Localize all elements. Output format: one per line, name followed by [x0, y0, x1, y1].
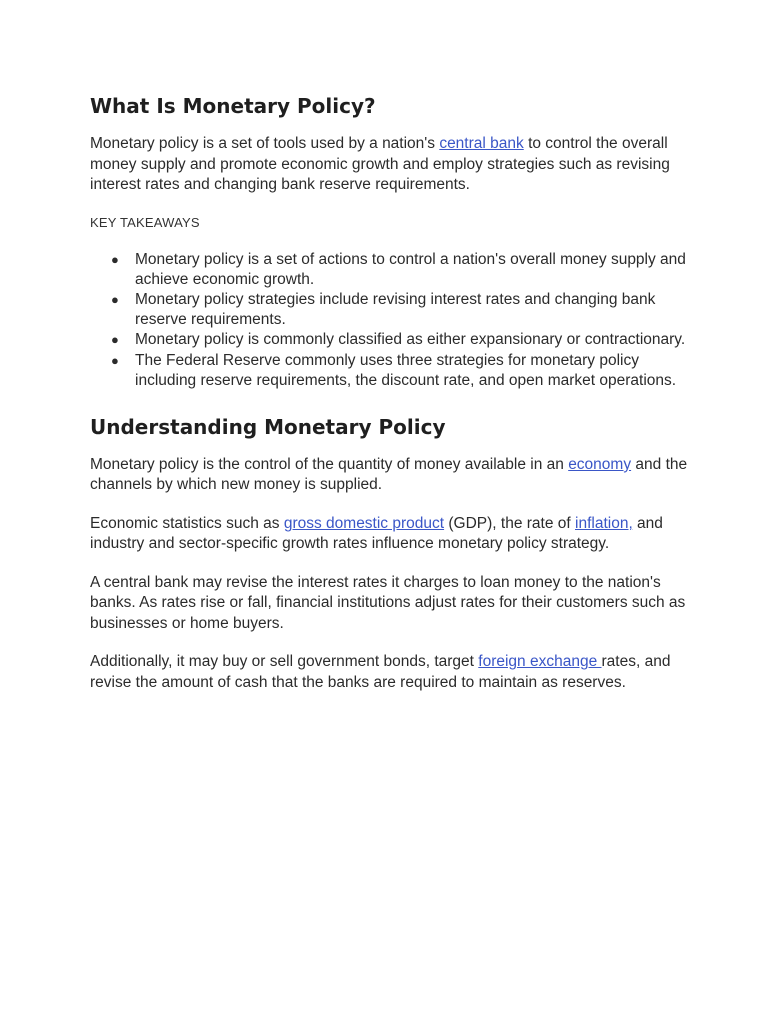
- key-takeaways-heading: KEY TAKEAWAYS: [90, 214, 200, 230]
- gdp-link[interactable]: gross domestic product: [283, 514, 445, 532]
- takeaway-item: [111, 250, 690, 290]
- paragraph-text: and the channels by which new money is supplied.: [90, 455, 688, 494]
- section-title-understanding: Understanding Monetary Policy: [90, 414, 446, 439]
- paragraph-text: Monetary policy is the control of the quantity of money available in an: [90, 455, 569, 473]
- takeaway-item: [111, 330, 690, 350]
- takeaway-text: Monetary policy is commonly classified as either expansionary or contractionary.: [135, 331, 686, 349]
- intro-text-before: Monetary policy is a set of tools used by a nation's: [90, 135, 440, 152]
- paragraph-text: Economic statistics such as: [90, 514, 284, 532]
- paragraph-economy: [90, 455, 690, 496]
- economy-link[interactable]: economy: [568, 455, 632, 473]
- paragraph-text: rates, and revise the amount of cash that the banks are required to maintain as reserves.: [90, 653, 671, 691]
- bullet-icon: ●: [111, 352, 119, 368]
- bullet-icon: ●: [111, 251, 119, 267]
- foreign-exchange-link[interactable]: foreign exchange: [478, 653, 602, 671]
- intro-paragraph: [90, 134, 690, 196]
- paragraph-text: Additionally, it may buy or sell government bonds, target: [90, 653, 479, 671]
- paragraph-text: (GDP), the rate of: [444, 514, 576, 532]
- paragraph-statistics: [90, 514, 690, 555]
- central-bank-link[interactable]: central bank: [439, 135, 524, 152]
- intro-text-after: to control the overall money supply and promote economic growth and employ strategies such as revising interest rates and changing bank reserve requirements.: [90, 135, 670, 193]
- takeaway-text: Monetary policy is a set of actions to control a nation's overall money supply and achieve economic growth.: [135, 250, 686, 288]
- bullet-icon: ●: [111, 332, 119, 348]
- paragraph-interest-rates: A central bank may revise the interest rates it charges to loan money to the nation's banks. As rates rise or fall, financial institutions adjust rates for their customers such as businesses or home buyers.: [90, 573, 686, 632]
- bullet-icon: ●: [111, 291, 119, 307]
- takeaway-text: The Federal Reserve commonly uses three strategies for monetary policy including reserve requirements, the discount rate, and open market operations.: [135, 351, 677, 389]
- takeaway-item: [111, 351, 690, 391]
- inflation-link[interactable]: inflation,: [575, 514, 633, 532]
- paragraph-text: and industry and sector-specific growth rates influence monetary policy strategy.: [90, 514, 663, 553]
- section-title-what-is: What Is Monetary Policy?: [90, 94, 376, 118]
- article-content: [90, 92, 690, 693]
- takeaways-list: [90, 250, 690, 391]
- takeaway-item: [111, 290, 690, 330]
- paragraph-bonds: [90, 652, 690, 693]
- takeaway-text: Monetary policy strategies include revising interest rates and changing bank reserve requirements.: [135, 290, 656, 329]
